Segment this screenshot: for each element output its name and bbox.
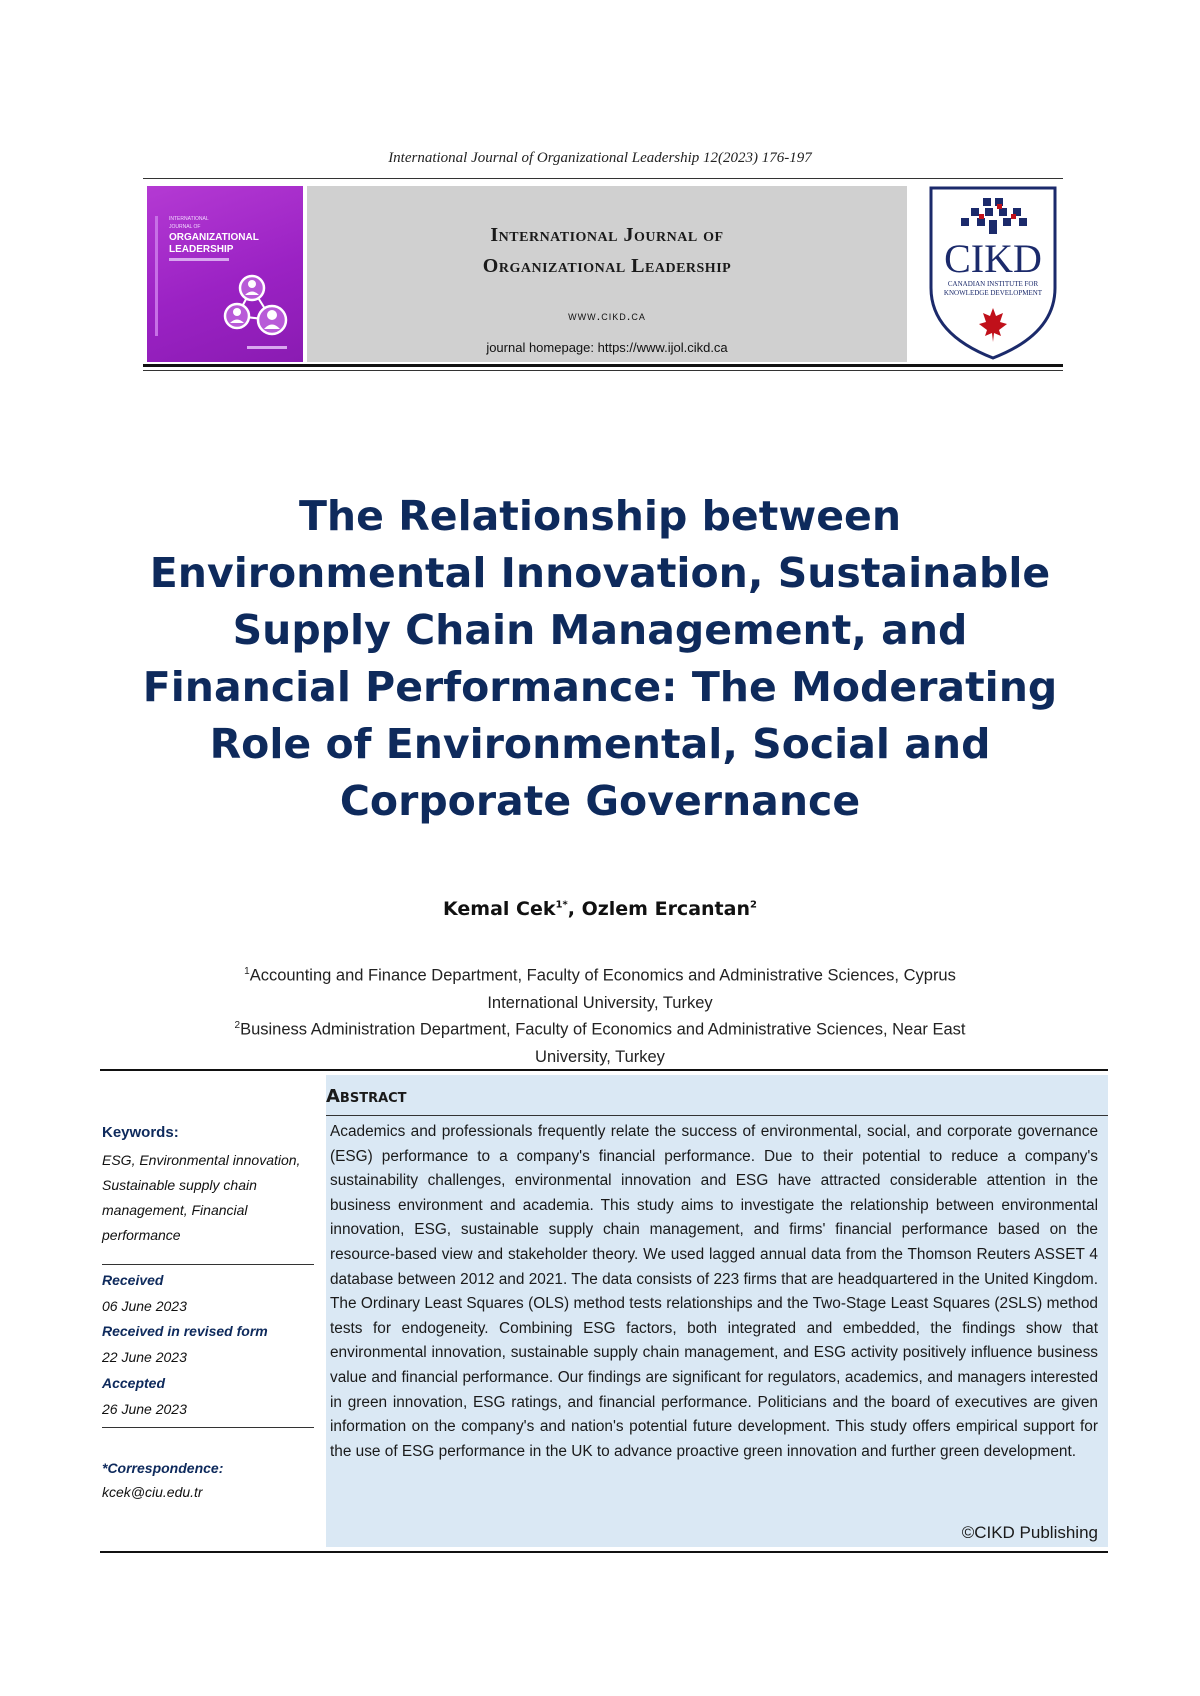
abstract-heading-rule [326,1115,1108,1116]
cover-line1: INTERNATIONAL [169,216,209,222]
cover-side-bar [155,216,158,336]
received-label: Received [102,1272,164,1288]
cikd-shield-icon [923,184,1063,362]
title-line: Corporate Governance [339,777,861,825]
network-people-icon [217,268,297,348]
keywords-text: ESG, Environmental innovation, Sustainable supply chain management, Financial performance [102,1152,301,1243]
revised-label: Received in revised form [102,1323,268,1339]
publisher-credit: ©CIKD Publishing [961,1523,1098,1542]
keywords-label: Keywords: [102,1124,179,1141]
correspondence-label: *Correspondence: [102,1460,224,1476]
cover-line2: JOURNAL OF [169,224,201,230]
revised-date: 22 June 2023 [102,1349,187,1365]
accepted-label: Accepted [102,1375,166,1391]
author-sup: 1* [555,899,568,911]
author-name: Ozlem Ercantan [581,898,750,920]
journal-title-panel [307,186,907,362]
accepted-date: 26 June 2023 [102,1401,187,1417]
cover-title1: ORGANIZATIONAL [169,232,259,243]
cover-footer-bar [247,346,287,349]
article-title [100,488,1100,830]
cikd-logo [923,184,1063,362]
affiliation-sup: 2 [234,1020,241,1031]
journal-citation: International Journal of Organizational Leadership 12(2023) 176-197 [388,150,812,166]
affiliation-text: University, Turkey [535,1047,665,1066]
journal-header [145,184,1062,362]
title-line: Role of Environmental, Social and [209,720,991,768]
journal-name-line2: Organizational Leadership [482,255,732,277]
abstract-heading: Abstract [326,1086,407,1107]
abstract-top-rule [100,1069,1108,1071]
sidebar-rule [102,1427,314,1428]
author-name: Kemal Cek [443,898,556,920]
logo-sub2: KNOWLEDGE DEVELOPMENT [943,289,1043,297]
affiliation-2 [180,1012,1020,1071]
author-sup: 2 [749,899,757,911]
title-line: Environmental Innovation, Sustainable [149,549,1051,597]
affiliation-text: International University, Turkey [487,993,713,1012]
title-line: Financial Performance: The Moderating [142,663,1058,711]
logo-mark: CIKD [944,236,1042,281]
sidebar-rule [102,1264,314,1265]
title-line: Supply Chain Management, and [232,606,968,654]
abstract-bottom-rule [100,1551,1108,1553]
received-date: 06 June 2023 [102,1298,187,1314]
header-top-rule [143,178,1063,179]
logo-sub1: CANADIAN INSTITUTE FOR [947,280,1039,288]
cover-subtitle-bar [169,258,229,261]
cover-title2: LEADERSHIP [169,244,234,255]
journal-name [307,220,907,282]
author-separator: , [567,898,582,920]
journal-homepage: journal homepage: https://www.ijol.cikd.ca [486,340,728,355]
journal-cover-image [147,186,303,362]
journal-site: www.cikd.ca [568,308,646,323]
correspondence-email[interactable]: kcek@ciu.edu.tr [102,1484,203,1500]
affiliation-sup: 1 [244,966,250,977]
journal-name-line1: International Journal of [490,224,724,246]
header-bottom-rule [143,364,1063,367]
affiliation-text: Accounting and Finance Department, Faculty of Economics and Administrative Sciences, Cyprus [249,966,956,985]
abstract-text: Academics and professionals frequently relate the success of environmental, social, and corporate governance (ESG) performance to a company's financial performance. Due to their potential to reduce a company's sustainability challenges, environmental innovation and ESG have attracted considerable attention in the business environment and academia. This study aims to investigate the relationship between environmental innovation, ESG, sustainable supply chain management, and firms' financial performance based on the resource-based view and stakeholder theory. We used lagged annual data from the Thomson Reuters ASSET 4 database between 2012 and 2021. The data consists of 223 firms that are headquartered in the United Kingdom. The Ordinary Least Squares (OLS) method tests relationships and the Two-Stage Least Squares (2SLS) method tests for endogeneity. Combining ESG factors, both integrated and embedded, the findings show that environmental innovation, sustainable supply chain management, and ESG activity positively influence business value and financial performance. Our findings are significant for regulators, academics, and managers interested in green innovation, ESG ratings, and financial performance. Politicians and the board of executives are given information on the company's and nation's potential future development. This study offers empirical support for the use of ESG performance in the UK to advance proactive green innovation and further green development. [330,1123,1098,1460]
author-list [0,898,1200,920]
affiliation-1 [180,958,1020,1017]
title-line: The Relationship between [298,492,902,540]
affiliation-text: Business Administration Department, Faculty of Economics and Administrative Sciences, Near East [240,1020,966,1039]
header-bottom-rule-thin [143,370,1063,371]
